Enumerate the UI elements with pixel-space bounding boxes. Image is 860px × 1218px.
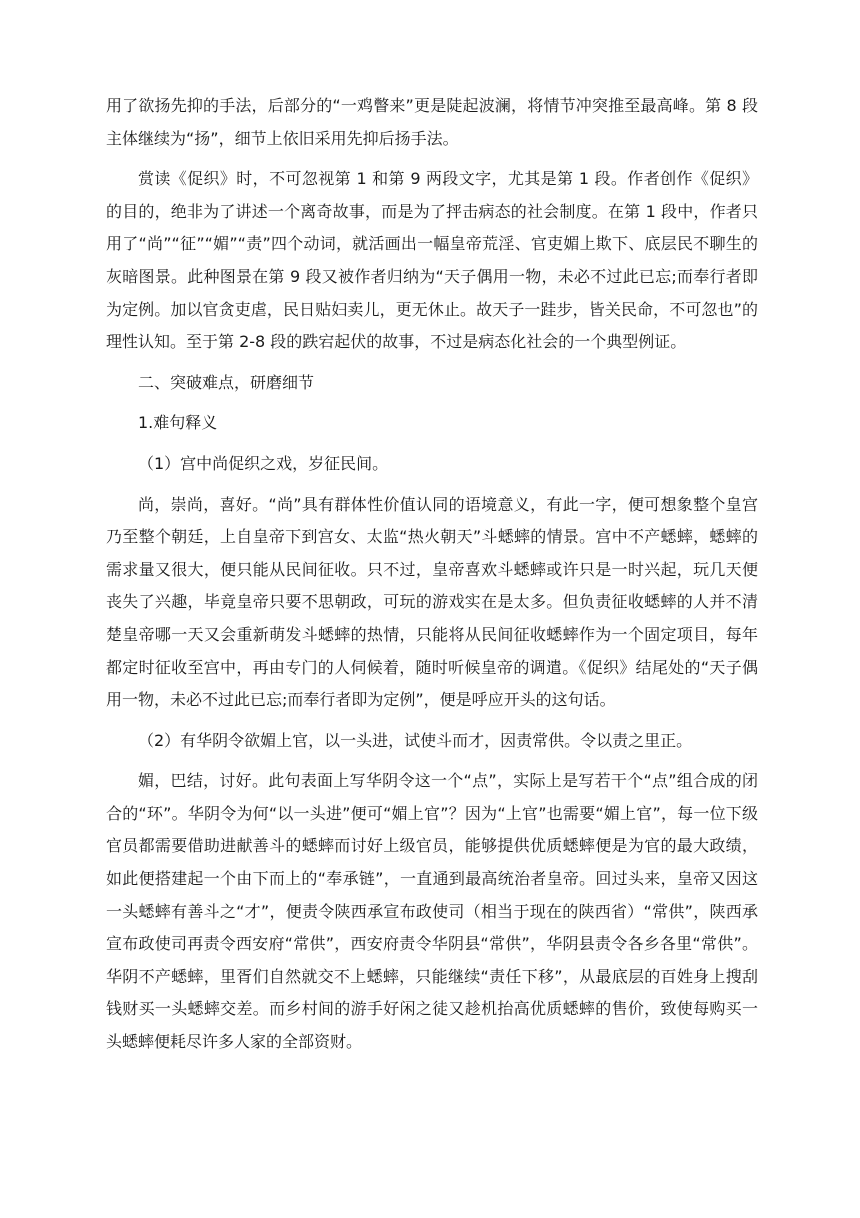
paragraph-body: 赏读《促织》时，不可忽视第 1 和第 9 两段文字，尤其是第 1 段。作者创作《促织》的目的，绝非为了讲述一个离奇故事，而是为了抨击病态的社会制度。在第 1 段中，作者只用了“尚”“征”“媚”“责”四个动词，就活画出一幅皇帝荒淫、官吏媚上欺下、底层民不聊生的灰暗图景。此种图景在第 9 段又被作者归纳为“天子偶用一物，未必不过此已忘;而奉行者即为定例。加以官贪吏虐，民日贴妇卖儿，更无休止。故天子一跬步，皆关民命，不可忽也”的理性认知。至于第 2-8 段的跌宕起伏的故事，不过是病态化社会的一个典型例证。 — [106, 169, 758, 352]
paragraph-continued: 用了欲扬先抑的手法，后部分的“一鸡瞥来”更是陡起波澜，将情节冲突推至最高峰。第 8 段主体继续为“扬”，细节上依旧采用先抑后扬手法。 — [106, 96, 758, 148]
subsection-heading: 1.难句释义 — [138, 413, 218, 433]
quoted-sentence: （2）有华阴令欲媚上官，以一头进，试使斗而才，因责常供。令以责之里正。 — [138, 730, 693, 750]
paragraph-body: 媚，巴结，讨好。此句表面上写华阴令这一个“点”，实际上是写若干个“点”组合成的闭合的“环”。华阴令为何“以一头进”便可“媚上官”？因为“上官”也需要“媚上官”，每一位下级官员都需要借助进献善斗的蟋蟀而讨好上级官员，能够提供优质蟋蟀便是为官的最大政绩，如此便搭建起一个由下而上的“奉承链”，一直通到最高统治者皇帝。回过头来，皇帝又因这一头蟋蟀有善斗之“才”，便责令陕西承宣布政使司（相当于现在的陕西省）“常供”，陕西承宣布政使司再责令西安府“常供”，西安府责令华阴县“常供”，华阴县责令各乡各里“常供”。华阴不产蟋蟀，里胥们自然就交不上蟋蟀，只能继续“责任下移”，从最底层的百姓身上搜刮钱财买一头蟋蟀交差。而乡村间的游手好闲之徒又趁机抬高优质蟋蟀的售价，致使每购买一头蟋蟀便耗尽许多人家的全部资财。 — [106, 771, 758, 1052]
quoted-sentence: （1）宫中尚促织之戏，岁征民间。 — [138, 453, 389, 473]
section-heading: 二、突破难点，研磨细节 — [138, 372, 315, 392]
paragraph-body: 尚，崇尚，喜好。“尚”具有群体性价值认同的语境意义，有此一字，便可想象整个皇宫乃至整个朝廷，上自皇帝下到宫女、太监“热火朝天”斗蟋蟀的情景。宫中不产蟋蟀，蟋蟀的需求量又很大，便只能从民间征收。只不过，皇帝喜欢斗蟋蟀或许只是一时兴起，玩几天便丧失了兴趣，毕竟皇帝只要不思朝政，可玩的游戏实在是太多。但负责征收蟋蟀的人并不清楚皇帝哪一天又会重新萌发斗蟋蟀的热情，只能将从民间征收蟋蟀作为一个固定项目，每年都定时征收至宫中，再由专门的人伺候着，随时听候皇帝的调遣。《促织》结尾处的“天子偶用一物，未必不过此已忘;而奉行者即为定例”，便是呼应开头的这句话。 — [106, 494, 758, 710]
document-body — [106, 90, 758, 1067]
